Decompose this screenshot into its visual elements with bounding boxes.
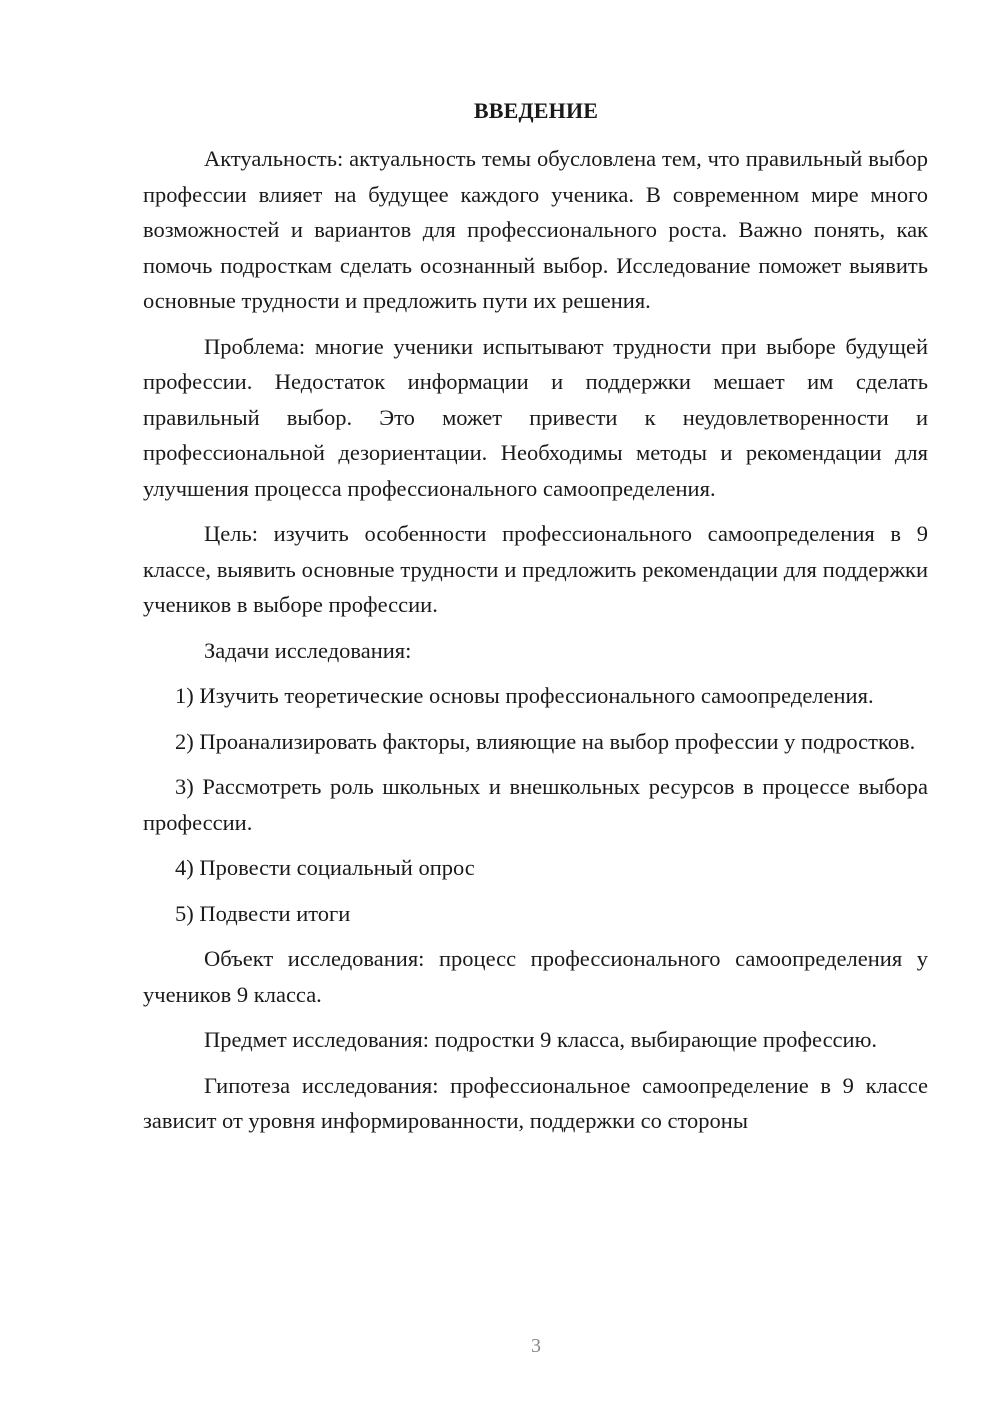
document-body	[143, 141, 928, 1149]
list-item-task-2: 2) Проанализировать факторы, влияющие на выбор профессии у подростков.	[175, 728, 916, 754]
page-title: ВВЕДЕНИЕ	[473, 98, 599, 123]
page-number: 3	[531, 1335, 541, 1357]
list-item-task-1: 1) Изучить теоретические основы профессионального самоопределения.	[175, 683, 874, 708]
paragraph-hypothesis: Гипотеза исследования: профессиональное самоопределение в 9 классе зависит от уровня информированности, поддержки со стороны	[143, 1072, 928, 1133]
paragraph-tasks-heading: Задачи исследования:	[204, 637, 412, 663]
paragraph-relevance: Актуальность: актуальность темы обусловлена тем, что правильный выбор профессии влияет на будущее каждого ученика. В современном мире много возможностей и вариантов для профессионального роста. Важно понять, как помочь подросткам сделать осознанный выбор. Исследование поможет выявить основные трудности и предложить пути их решения.	[143, 146, 928, 313]
list-item-task-3: 3) Рассмотреть роль школьных и внешкольных ресурсов в процессе выбора профессии.	[143, 774, 928, 835]
list-item-task-5: 5) Подвести итоги	[175, 900, 351, 926]
paragraph-goal: Цель: изучить особенности профессионального самоопределения в 9 классе, выявить основные трудности и предложить рекомендации для поддержки учеников в выборе профессии.	[143, 521, 928, 617]
paragraph-problem: Проблема: многие ученики испытывают трудности при выборе будущей профессии. Недостаток информации и поддержки мешает им сделать правильный выбор. Это может привести к неудовлетворенности и профессиональной дезориентации. Необходимы методы и рекомендации для улучшения процесса профессионального самоопределения.	[143, 333, 928, 501]
list-item-task-4: 4) Провести социальный опрос	[175, 855, 475, 880]
paragraph-subject: Предмет исследования: подростки 9 класса, выбирающие профессию.	[204, 1027, 878, 1052]
paragraph-object: Объект исследования: процесс профессионального самоопределения у учеников 9 класса.	[143, 946, 928, 1007]
